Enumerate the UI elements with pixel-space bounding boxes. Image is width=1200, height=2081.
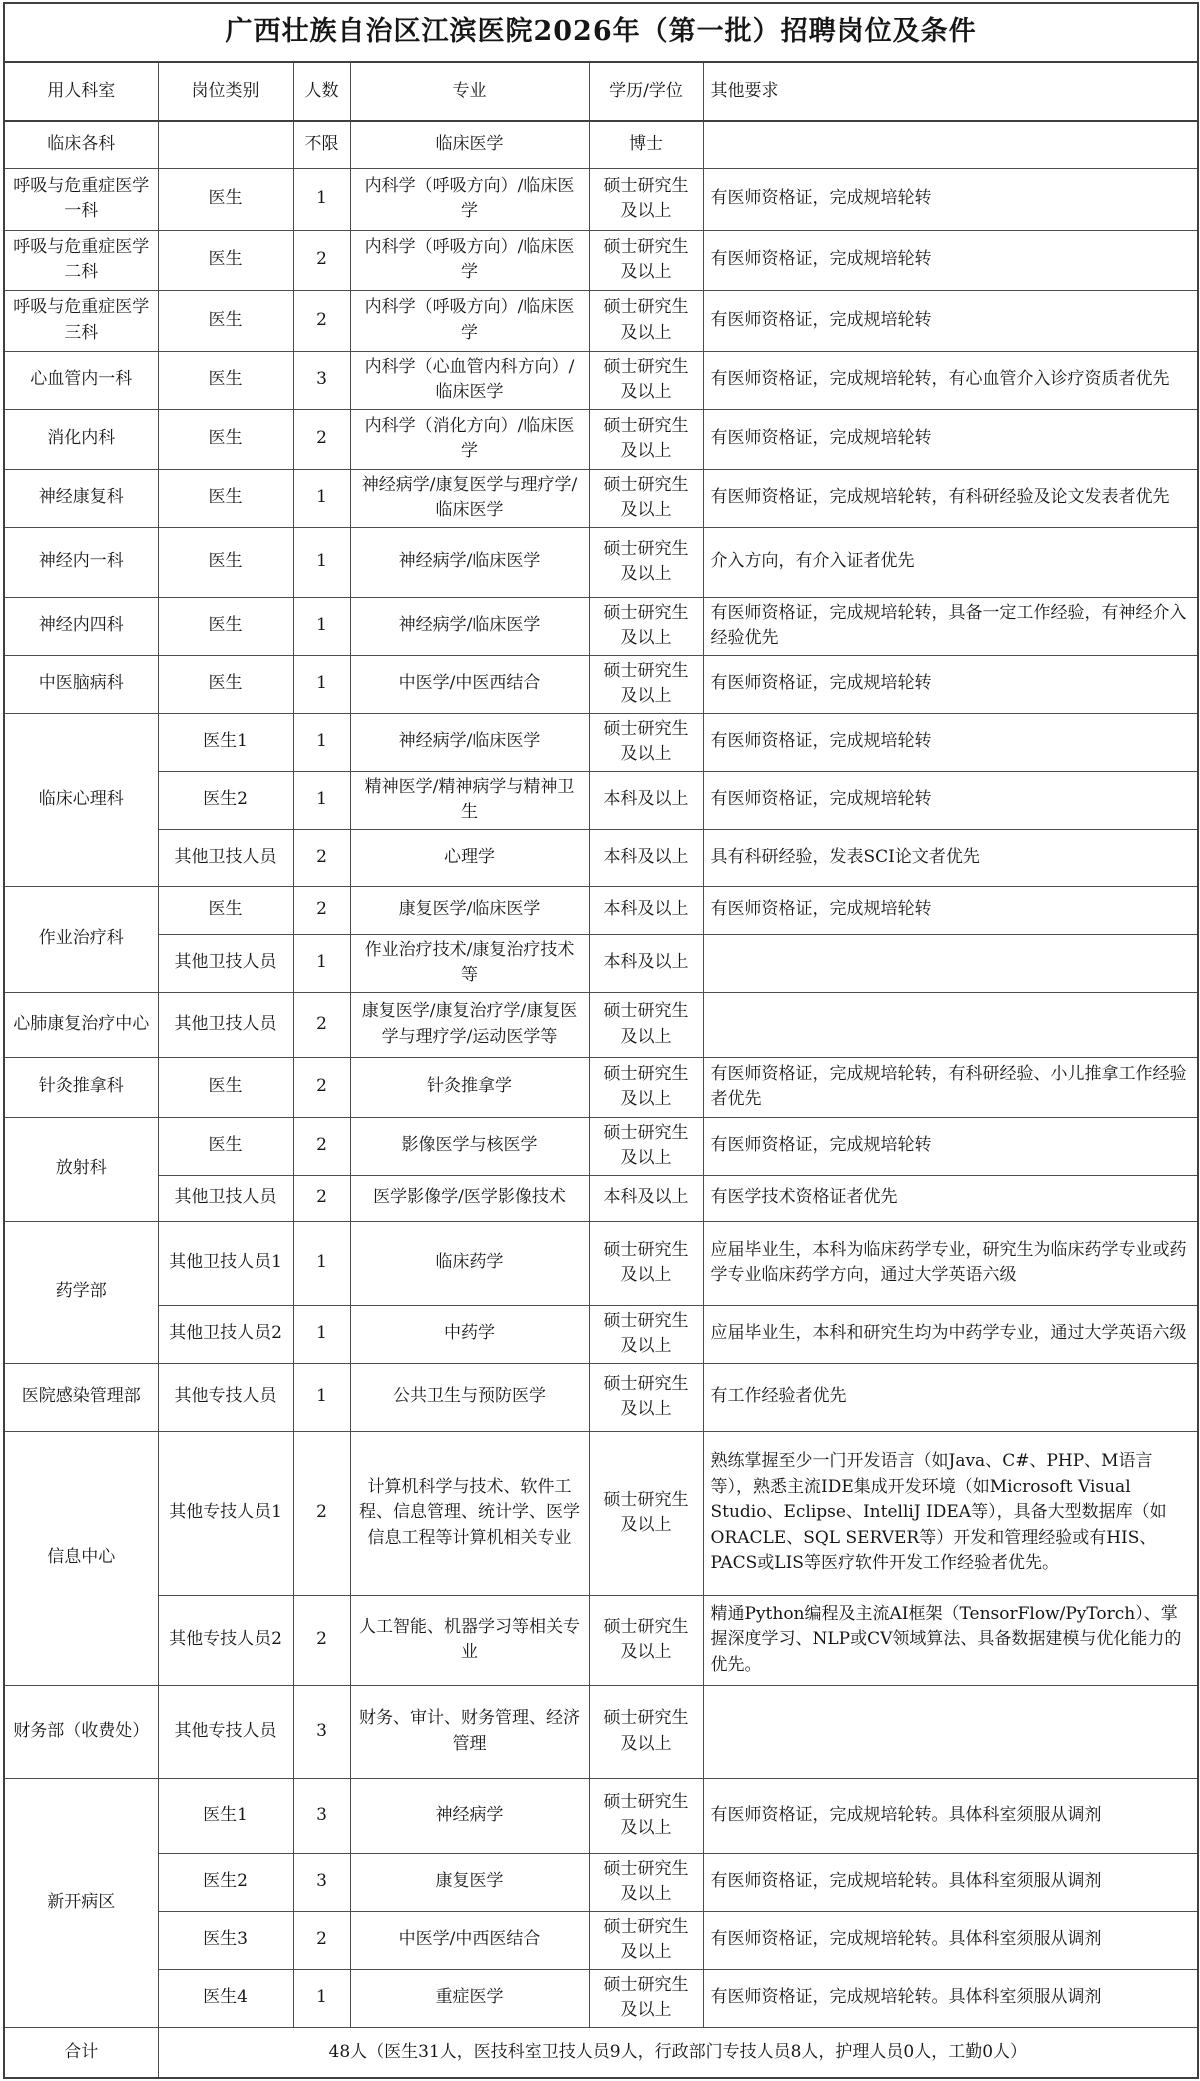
- count-cell: 不限: [293, 121, 350, 168]
- category-cell: 医生4: [158, 1969, 293, 2027]
- category-cell: 医生: [158, 409, 293, 469]
- major-cell: 内科学（心血管内科方向）/临床医学: [350, 351, 589, 409]
- category-cell: 医生1: [158, 1778, 293, 1853]
- dept-cell: 神经康复科: [4, 469, 158, 527]
- table-row: [4, 1969, 1198, 2027]
- category-cell: 医生: [158, 527, 293, 597]
- dept-cell: 呼吸与危重症医学一科: [4, 168, 158, 230]
- category-cell: 其他专技人员: [158, 1685, 293, 1778]
- category-cell: 医生: [158, 655, 293, 713]
- footer-summary: 48人（医生31人，医技科室卫技人员9人，行政部门专技人员8人，护理人员0人，工勤0人）: [158, 2027, 1198, 2078]
- requirements-cell: 有医师资格证，完成规培轮转。具体科室须服从调剂: [703, 1853, 1198, 1911]
- dept-cell: 作业治疗科: [4, 886, 158, 992]
- major-cell: 重症医学: [350, 1969, 589, 2027]
- major-cell: 神经病学/临床医学: [350, 527, 589, 597]
- education-cell: 硕士研究生及以上: [589, 1911, 703, 1969]
- count-cell: 3: [293, 351, 350, 409]
- dept-cell: 中医脑病科: [4, 655, 158, 713]
- category-cell: 医生: [158, 886, 293, 934]
- table-row: [4, 934, 1198, 992]
- major-cell: 神经病学/临床医学: [350, 713, 589, 771]
- table-row: [4, 771, 1198, 829]
- category-cell: 其他卫技人员: [158, 1175, 293, 1221]
- education-cell: 硕士研究生及以上: [589, 655, 703, 713]
- dept-cell: 呼吸与危重症医学三科: [4, 290, 158, 351]
- requirements-cell: 精通Python编程及主流AI框架（TensorFlow/PyTorch）、掌握深度学习、NLP或CV领域算法、具备数据建模与优化能力的优先。: [703, 1595, 1198, 1685]
- table-row: [4, 829, 1198, 886]
- requirements-cell: 熟练掌握至少一门开发语言（如Java、C#、PHP、M语言等），熟悉主流IDE集成开发环境（如Microsoft Visual Studio、Eclipse、IntelliJ IDEA等），具备大型数据库（如ORACLE、SQL SERVER等）开发和管理经验或有HIS、PACS或LIS等医疗软件开发工作经验者优先。: [703, 1431, 1198, 1595]
- header-count: 人数: [293, 62, 350, 121]
- count-cell: 1: [293, 771, 350, 829]
- requirements-cell: [703, 934, 1198, 992]
- count-cell: 2: [293, 1431, 350, 1595]
- major-cell: 中医学/中西医结合: [350, 1911, 589, 1969]
- major-cell: 内科学（呼吸方向）/临床医学: [350, 290, 589, 351]
- category-cell: 医生: [158, 469, 293, 527]
- count-cell: 3: [293, 1778, 350, 1853]
- table-row: [4, 713, 1198, 771]
- header-education: 学历/学位: [589, 62, 703, 121]
- major-cell: 神经病学/临床医学: [350, 597, 589, 655]
- table-row: [4, 1431, 1198, 1595]
- count-cell: 2: [293, 1911, 350, 1969]
- dept-cell: 神经内一科: [4, 527, 158, 597]
- major-cell: 内科学（消化方向）/临床医学: [350, 409, 589, 469]
- education-cell: 硕士研究生及以上: [589, 713, 703, 771]
- education-cell: 硕士研究生及以上: [589, 1969, 703, 2027]
- category-cell: 其他卫技人员: [158, 829, 293, 886]
- education-cell: 本科及以上: [589, 1175, 703, 1221]
- category-cell: 其他卫技人员: [158, 992, 293, 1057]
- major-cell: 内科学（呼吸方向）/临床医学: [350, 168, 589, 230]
- table-row: [4, 469, 1198, 527]
- major-cell: 康复医学/临床医学: [350, 886, 589, 934]
- dept-cell: 心肺康复治疗中心: [4, 992, 158, 1057]
- table-row: [4, 1778, 1198, 1853]
- count-cell: 2: [293, 290, 350, 351]
- category-cell: 其他专技人员1: [158, 1431, 293, 1595]
- dept-cell: 放射科: [4, 1117, 158, 1221]
- category-cell: 医生: [158, 168, 293, 230]
- major-cell: 针灸推拿学: [350, 1057, 589, 1117]
- table-row: [4, 1175, 1198, 1221]
- major-cell: 精神医学/精神病学与精神卫生: [350, 771, 589, 829]
- recruitment-table: [3, 2, 1199, 2079]
- table-row: [4, 121, 1198, 168]
- education-cell: 本科及以上: [589, 886, 703, 934]
- education-cell: 硕士研究生及以上: [589, 1117, 703, 1175]
- major-cell: 临床药学: [350, 1221, 589, 1305]
- count-cell: 2: [293, 1057, 350, 1117]
- education-cell: 硕士研究生及以上: [589, 1778, 703, 1853]
- requirements-cell: 有医师资格证，完成规培轮转，有科研经验、小儿推拿工作经验者优先: [703, 1057, 1198, 1117]
- category-cell: 其他专技人员: [158, 1363, 293, 1431]
- requirements-cell: 有医师资格证，完成规培轮转: [703, 1117, 1198, 1175]
- education-cell: 硕士研究生及以上: [589, 469, 703, 527]
- table-row: [4, 597, 1198, 655]
- count-cell: 1: [293, 1969, 350, 2027]
- count-cell: 2: [293, 1595, 350, 1685]
- education-cell: 硕士研究生及以上: [589, 290, 703, 351]
- category-cell: 医生: [158, 290, 293, 351]
- requirements-cell: 有医师资格证，完成规培轮转: [703, 230, 1198, 290]
- requirements-cell: 有医师资格证，完成规培轮转。具体科室须服从调剂: [703, 1911, 1198, 1969]
- count-cell: 1: [293, 168, 350, 230]
- category-cell: 医生2: [158, 1853, 293, 1911]
- table-row: [4, 230, 1198, 290]
- major-cell: 计算机科学与技术、软件工程、信息管理、统计学、医学信息工程等计算机相关专业: [350, 1431, 589, 1595]
- category-cell: 其他卫技人员2: [158, 1305, 293, 1363]
- count-cell: 2: [293, 886, 350, 934]
- education-cell: 本科及以上: [589, 829, 703, 886]
- education-cell: 硕士研究生及以上: [589, 1853, 703, 1911]
- requirements-cell: 应届毕业生，本科和研究生均为中药学专业，通过大学英语六级: [703, 1305, 1198, 1363]
- education-cell: 硕士研究生及以上: [589, 597, 703, 655]
- header-major: 专业: [350, 62, 589, 121]
- table-row: [4, 1057, 1198, 1117]
- requirements-cell: 介入方向，有介入证者优先: [703, 527, 1198, 597]
- education-cell: 硕士研究生及以上: [589, 992, 703, 1057]
- category-cell: 其他专技人员2: [158, 1595, 293, 1685]
- count-cell: 1: [293, 934, 350, 992]
- category-cell: 医生: [158, 1057, 293, 1117]
- table-row: [4, 290, 1198, 351]
- count-cell: 1: [293, 713, 350, 771]
- table-row: [4, 1117, 1198, 1175]
- count-cell: 2: [293, 409, 350, 469]
- count-cell: 2: [293, 230, 350, 290]
- category-cell: 医生2: [158, 771, 293, 829]
- requirements-cell: 具有科研经验，发表SCI论文者优先: [703, 829, 1198, 886]
- dept-cell: 药学部: [4, 1221, 158, 1363]
- category-cell: 医生: [158, 597, 293, 655]
- table-row: [4, 409, 1198, 469]
- category-cell: 其他卫技人员: [158, 934, 293, 992]
- requirements-cell: 有医学技术资格证者优先: [703, 1175, 1198, 1221]
- count-cell: 1: [293, 527, 350, 597]
- count-cell: 2: [293, 1117, 350, 1175]
- count-cell: 1: [293, 1363, 350, 1431]
- education-cell: 硕士研究生及以上: [589, 527, 703, 597]
- category-cell: [158, 121, 293, 168]
- header-dept: 用人科室: [4, 62, 158, 121]
- education-cell: 硕士研究生及以上: [589, 1305, 703, 1363]
- requirements-cell: 有医师资格证，完成规培轮转，具备一定工作经验，有神经介入经验优先: [703, 597, 1198, 655]
- table-row: [4, 1221, 1198, 1305]
- page-title: 广西壮族自治区江滨医院2026年（第一批）招聘岗位及条件: [4, 3, 1198, 62]
- major-cell: 康复医学: [350, 1853, 589, 1911]
- requirements-cell: 有医师资格证，完成规培轮转。具体科室须服从调剂: [703, 1778, 1198, 1853]
- table-row: [4, 655, 1198, 713]
- requirements-cell: 有医师资格证，完成规培轮转: [703, 168, 1198, 230]
- table-row: [4, 527, 1198, 597]
- table-row: [4, 1595, 1198, 1685]
- education-cell: 硕士研究生及以上: [589, 409, 703, 469]
- dept-cell: 针灸推拿科: [4, 1057, 158, 1117]
- major-cell: 临床医学: [350, 121, 589, 168]
- category-cell: 其他卫技人员1: [158, 1221, 293, 1305]
- dept-cell: 消化内科: [4, 409, 158, 469]
- table-row: [4, 1305, 1198, 1363]
- table-row: [4, 351, 1198, 409]
- requirements-cell: 有医师资格证，完成规培轮转，有科研经验及论文发表者优先: [703, 469, 1198, 527]
- count-cell: 3: [293, 1853, 350, 1911]
- count-cell: 2: [293, 829, 350, 886]
- category-cell: 医生3: [158, 1911, 293, 1969]
- count-cell: 1: [293, 655, 350, 713]
- education-cell: 硕士研究生及以上: [589, 168, 703, 230]
- count-cell: 1: [293, 1305, 350, 1363]
- table-row: [4, 168, 1198, 230]
- major-cell: 财务、审计、财务管理、经济管理: [350, 1685, 589, 1778]
- requirements-cell: 有医师资格证，完成规培轮转: [703, 290, 1198, 351]
- dept-cell: 心血管内一科: [4, 351, 158, 409]
- dept-cell: 新开病区: [4, 1778, 158, 2027]
- major-cell: 神经病学: [350, 1778, 589, 1853]
- count-cell: 3: [293, 1685, 350, 1778]
- dept-cell: 医院感染管理部: [4, 1363, 158, 1431]
- count-cell: 1: [293, 597, 350, 655]
- major-cell: 内科学（呼吸方向）/临床医学: [350, 230, 589, 290]
- requirements-cell: 有医师资格证，完成规培轮转。具体科室须服从调剂: [703, 1969, 1198, 2027]
- footer-label: 合计: [4, 2027, 158, 2078]
- education-cell: 硕士研究生及以上: [589, 351, 703, 409]
- major-cell: 人工智能、机器学习等相关专业: [350, 1595, 589, 1685]
- major-cell: 康复医学/康复治疗学/康复医学与理疗学/运动医学等: [350, 992, 589, 1057]
- table-row: [4, 1685, 1198, 1778]
- table-row: [4, 1853, 1198, 1911]
- category-cell: 医生: [158, 351, 293, 409]
- header-requirements: 其他要求: [703, 62, 1198, 121]
- education-cell: 硕士研究生及以上: [589, 1685, 703, 1778]
- requirements-cell: [703, 992, 1198, 1057]
- category-cell: 医生: [158, 230, 293, 290]
- category-cell: 医生1: [158, 713, 293, 771]
- major-cell: 中医学/中医西结合: [350, 655, 589, 713]
- education-cell: 硕士研究生及以上: [589, 230, 703, 290]
- count-cell: 2: [293, 992, 350, 1057]
- education-cell: 博士: [589, 121, 703, 168]
- requirements-cell: 有工作经验者优先: [703, 1363, 1198, 1431]
- requirements-cell: [703, 1685, 1198, 1778]
- dept-cell: 信息中心: [4, 1431, 158, 1685]
- dept-cell: 临床心理科: [4, 713, 158, 886]
- requirements-cell: 有医师资格证，完成规培轮转: [703, 655, 1198, 713]
- dept-cell: 财务部（收费处）: [4, 1685, 158, 1778]
- education-cell: 硕士研究生及以上: [589, 1057, 703, 1117]
- dept-cell: 呼吸与危重症医学二科: [4, 230, 158, 290]
- table-row: [4, 1911, 1198, 1969]
- education-cell: 硕士研究生及以上: [589, 1363, 703, 1431]
- major-cell: 心理学: [350, 829, 589, 886]
- major-cell: 中药学: [350, 1305, 589, 1363]
- count-cell: 1: [293, 469, 350, 527]
- education-cell: 硕士研究生及以上: [589, 1431, 703, 1595]
- education-cell: 本科及以上: [589, 934, 703, 992]
- table-row: [4, 1363, 1198, 1431]
- header-category: 岗位类别: [158, 62, 293, 121]
- footer-row: [4, 2027, 1198, 2078]
- requirements-cell: 有医师资格证，完成规培轮转: [703, 409, 1198, 469]
- table-row: [4, 992, 1198, 1057]
- dept-cell: 神经内四科: [4, 597, 158, 655]
- education-cell: 硕士研究生及以上: [589, 1595, 703, 1685]
- education-cell: 本科及以上: [589, 771, 703, 829]
- requirements-cell: 有医师资格证，完成规培轮转: [703, 771, 1198, 829]
- category-cell: 医生: [158, 1117, 293, 1175]
- major-cell: 神经病学/康复医学与理疗学/临床医学: [350, 469, 589, 527]
- major-cell: 作业治疗技术/康复治疗技术等: [350, 934, 589, 992]
- count-cell: 1: [293, 1221, 350, 1305]
- table-row: [4, 886, 1198, 934]
- count-cell: 2: [293, 1175, 350, 1221]
- major-cell: 医学影像学/医学影像技术: [350, 1175, 589, 1221]
- requirements-cell: 有医师资格证，完成规培轮转: [703, 713, 1198, 771]
- requirements-cell: 有医师资格证，完成规培轮转: [703, 886, 1198, 934]
- requirements-cell: 有医师资格证，完成规培轮转，有心血管介入诊疗资质者优先: [703, 351, 1198, 409]
- requirements-cell: [703, 121, 1198, 168]
- major-cell: 影像医学与核医学: [350, 1117, 589, 1175]
- dept-cell: 临床各科: [4, 121, 158, 168]
- major-cell: 公共卫生与预防医学: [350, 1363, 589, 1431]
- education-cell: 硕士研究生及以上: [589, 1221, 703, 1305]
- requirements-cell: 应届毕业生，本科为临床药学专业，研究生为临床药学专业或药学专业临床药学方向，通过大学英语六级: [703, 1221, 1198, 1305]
